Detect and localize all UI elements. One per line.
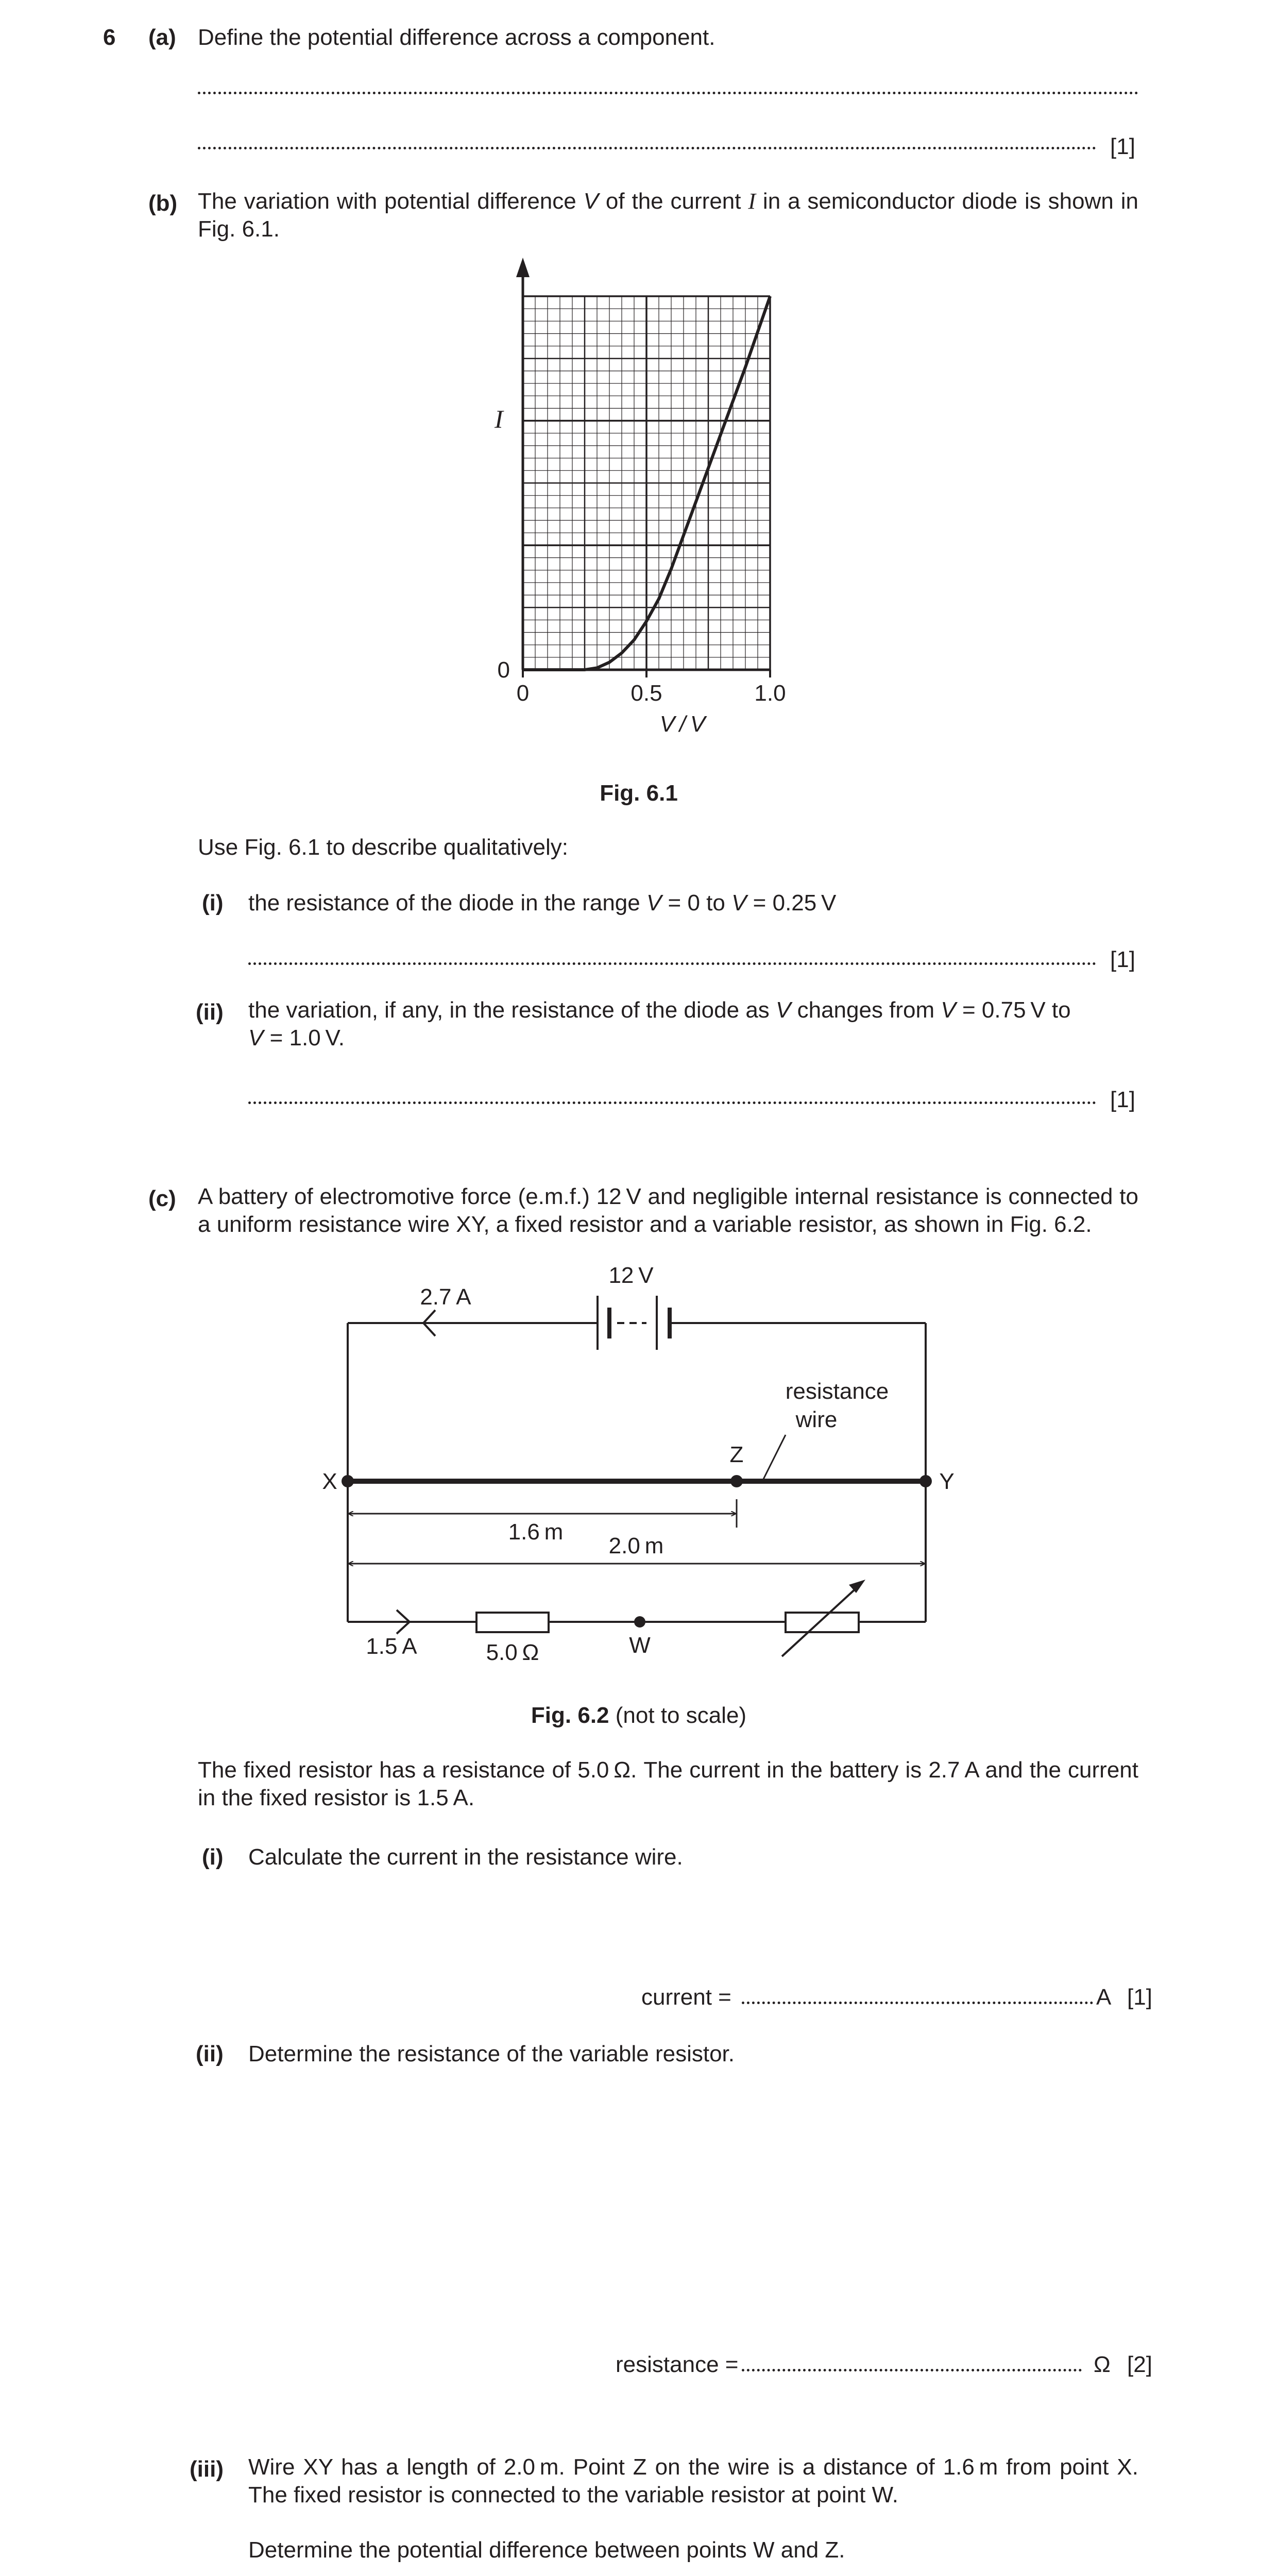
- point-y-node: [919, 1475, 932, 1487]
- answer-line[interactable]: [742, 2369, 1082, 2371]
- point-x-label: X: [322, 1469, 337, 1494]
- answer-line[interactable]: [742, 2002, 1093, 2004]
- fixed-resistor: [476, 1613, 549, 1632]
- point-w-label: W: [629, 1633, 651, 1658]
- x-tick-label-1: 0.5: [631, 681, 662, 706]
- origin-y-label: 0: [497, 657, 510, 683]
- answer-label: resistance =: [616, 2352, 739, 2377]
- wire-label-line1: resistance: [785, 1379, 889, 1404]
- answer-line[interactable]: [248, 1101, 1096, 1104]
- mark-allocation: [1]: [1110, 134, 1135, 159]
- part-c-iii-label: (iii): [190, 2456, 224, 2482]
- point-y-label: Y: [939, 1469, 955, 1494]
- part-c-text: A battery of electromotive force (e.m.f.) 12 V and negligible internal resistance is connected to a uniform resistance wire XY, a fixed resistor and a variable resistor, as shown in Fig. 6.2.: [198, 1184, 1138, 1237]
- fixed-resistor-text: The fixed resistor has a resistance of 5.0 Ω. The current in the battery is 2.7 A and the current in the fixed resistor is 1.5 A.: [198, 1757, 1138, 1810]
- x-tick-label-2: 1.0: [754, 681, 786, 706]
- y-axis-arrow: [516, 258, 530, 277]
- length-xz-label: 1.6 m: [508, 1519, 564, 1545]
- part-b-ii-label: (ii): [196, 999, 224, 1025]
- battery-label: 12 V: [608, 1263, 654, 1288]
- part-c-ii-label: (ii): [196, 2041, 224, 2066]
- wire-label-line2: wire: [795, 1407, 838, 1432]
- graph-grid: [523, 296, 770, 670]
- resistor-value-label: 5.0 Ω: [486, 1640, 539, 1665]
- part-c-iii-text: Wire XY has a length of 2.0 m. Point Z on the wire is a distance of 1.6 m from point X. The fixed resistor is connected to the variable resistor at point W.: [248, 2454, 1138, 2507]
- answer-unit: Ω: [1094, 2352, 1111, 2377]
- answer-label: current =: [641, 1985, 731, 2010]
- answer-unit: A: [1096, 1985, 1112, 2010]
- question-number: 6: [103, 25, 116, 50]
- point-w-node: [634, 1616, 645, 1628]
- mark-allocation: [1]: [1110, 1087, 1135, 1112]
- fig-6-2-caption: Fig. 6.2 (not to scale): [531, 1703, 747, 1728]
- fig-6-2-circuit: [309, 1257, 979, 1680]
- fig-6-1-graph: [433, 258, 793, 752]
- x-axis-label: V / V: [659, 711, 706, 737]
- part-c-i-label: (i): [202, 1844, 224, 1870]
- point-z-label: Z: [729, 1442, 744, 1467]
- use-fig-text: Use Fig. 6.1 to describe qualitatively:: [198, 835, 569, 860]
- x-tick-label-0: 0: [516, 681, 530, 706]
- fig-6-1-caption: Fig. 6.1: [600, 781, 678, 806]
- point-z-node: [730, 1475, 743, 1487]
- variable-resistor-arrow: [782, 1587, 858, 1656]
- length-xy-label: 2.0 m: [608, 1533, 664, 1558]
- variable-resistor: [786, 1613, 859, 1632]
- part-b-i-text: the resistance of the diode in the range V = 0 to V = 0.25 V: [248, 890, 837, 916]
- part-b-i-label: (i): [202, 890, 224, 916]
- answer-line[interactable]: [198, 147, 1096, 149]
- part-b-text: The variation with potential difference V of the current I in a semiconductor diode is shown in Fig. 6.1.: [198, 189, 1138, 242]
- current-top-label: 2.7 A: [420, 1284, 471, 1310]
- part-b-ii-text: the variation, if any, in the resistance of the diode as V changes from V = 0.75 V to V = 1.0 V.: [248, 997, 1071, 1050]
- current-bottom-label: 1.5 A: [366, 1634, 417, 1659]
- wire-label-leader: [762, 1435, 786, 1481]
- part-c-ii-text: Determine the resistance of the variable resistor.: [248, 2041, 735, 2066]
- part-c-iii-text2: Determine the potential difference between points W and Z.: [248, 2537, 845, 2563]
- mark-allocation: [1]: [1127, 1985, 1152, 2010]
- mark-allocation: [1]: [1110, 947, 1135, 972]
- part-a-label: (a): [148, 25, 176, 50]
- battery-symbol: [598, 1296, 670, 1350]
- part-b-label: (b): [148, 191, 178, 216]
- point-x-node: [342, 1475, 354, 1487]
- mark-allocation: [2]: [1127, 2352, 1152, 2377]
- part-c-i-text: Calculate the current in the resistance wire.: [248, 1844, 683, 1870]
- part-a-text: Define the potential difference across a component.: [198, 25, 715, 50]
- answer-line[interactable]: [248, 962, 1096, 965]
- answer-line[interactable]: [198, 92, 1138, 94]
- y-axis-label: I: [495, 404, 503, 433]
- part-c-label: (c): [148, 1186, 176, 1211]
